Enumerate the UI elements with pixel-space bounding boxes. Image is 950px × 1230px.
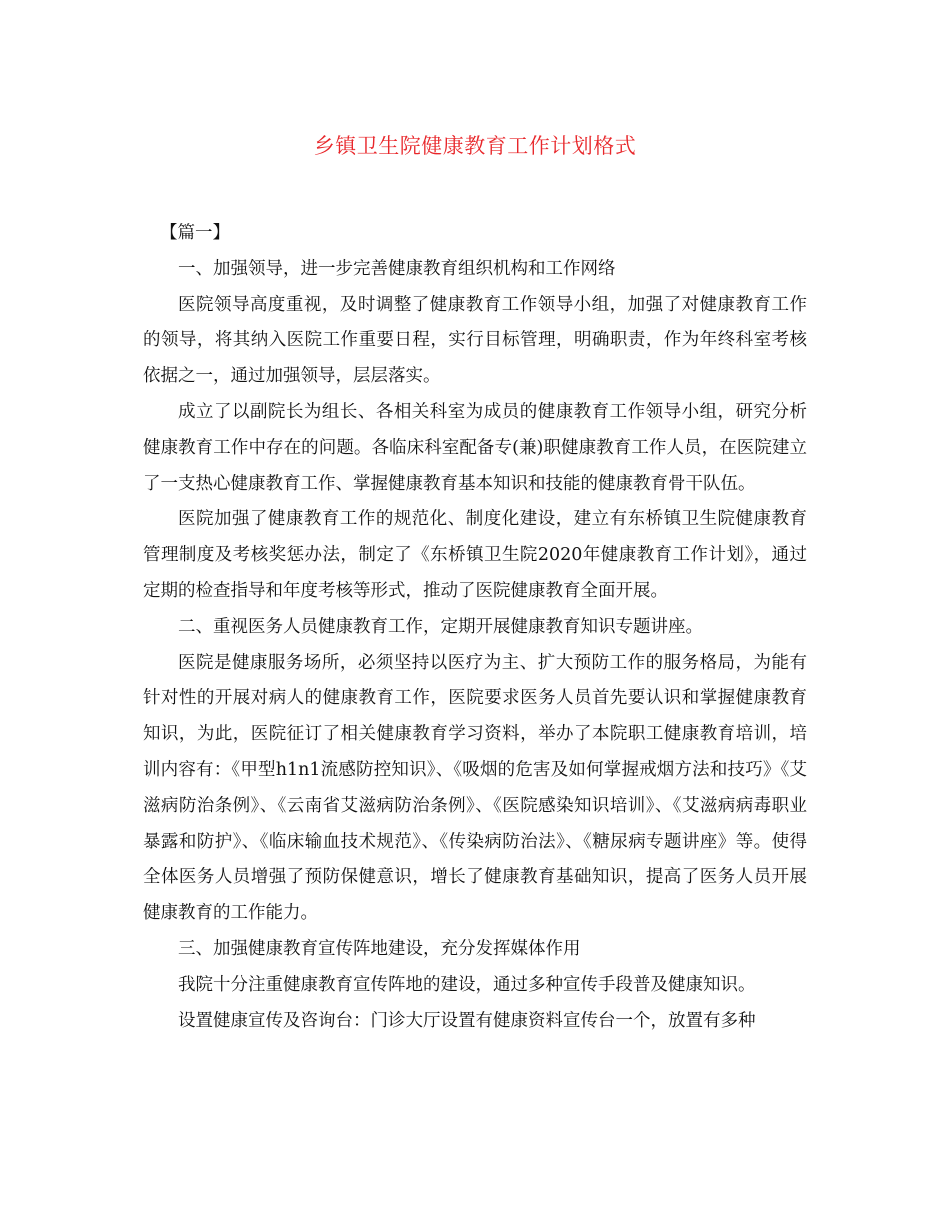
section-label: 【篇一】 — [160, 223, 230, 243]
heading-one: 一、加强领导，进一步完善健康教育组织机构和工作网络 — [178, 258, 616, 279]
document-title: 乡镇卫生院健康教育工作计划格式 — [313, 134, 637, 158]
heading-three: 三、加强健康教育宣传阵地建设，充分发挥媒体作用 — [178, 938, 581, 959]
paragraph: 成立了以副院长为组长、各相关科室为成员的健康教育工作领导小组，研究分析健康教育工作中存在的问题。各临床科室配备专(兼)职健康教育工作人员，在医院建立了一支热心健康教育工作、掌握健康教育基本知识和技能的健康教育骨干队伍。 — [143, 401, 807, 494]
paragraph: 我院十分注重健康教育宣传阵地的建设，通过多种宣传手段普及健康知识。 — [178, 974, 756, 995]
paragraph: 设置健康宣传及咨询台：门诊大厅设置有健康资料宣传台一个，放置有多种 — [178, 1010, 756, 1031]
paragraph: 医院领导高度重视，及时调整了健康教育工作领导小组，加强了对健康教育工作的领导，将其纳入医院工作重要日程，实行目标管理，明确职责，作为年终科室考核依据之一，通过加强领导，层层落实。 — [143, 294, 807, 387]
paragraph: 医院是健康服务场所，必须坚持以医疗为主、扩大预防工作的服务格局，为能有针对性的开展对病人的健康教育工作，医院要求医务人员首先要认识和掌握健康教育知识，为此，医院征订了相关健康教育学习资料，举办了本院职工健康教育培训，培训内容有：《甲型h1n1流感防控知识》、《吸烟的危害及如何掌握戒烟方法和技巧》《艾滋病防治条例》、《云南省艾滋病防治条例》、《医院感染知识培训》、《艾滋病病毒职业暴露和防护》、《临床输血技术规范》、《传染病防治法》、《糖尿病专题讲座》等。使得全体医务人员增强了预防保健意识，增长了健康教育基础知识，提高了医务人员开展健康教育的工作能力。 — [143, 652, 807, 924]
document-body — [143, 216, 807, 1039]
paragraph: 医院加强了健康教育工作的规范化、制度化建设，建立有东桥镇卫生院健康教育管理制度及考核奖惩办法，制定了《东桥镇卫生院2020年健康教育工作计划》，通过定期的检查指导和年度考核等形式，推动了医院健康教育全面开展。 — [143, 509, 807, 601]
heading-two: 二、重视医务人员健康教育工作，定期开展健康教育知识专题讲座。 — [178, 616, 703, 637]
